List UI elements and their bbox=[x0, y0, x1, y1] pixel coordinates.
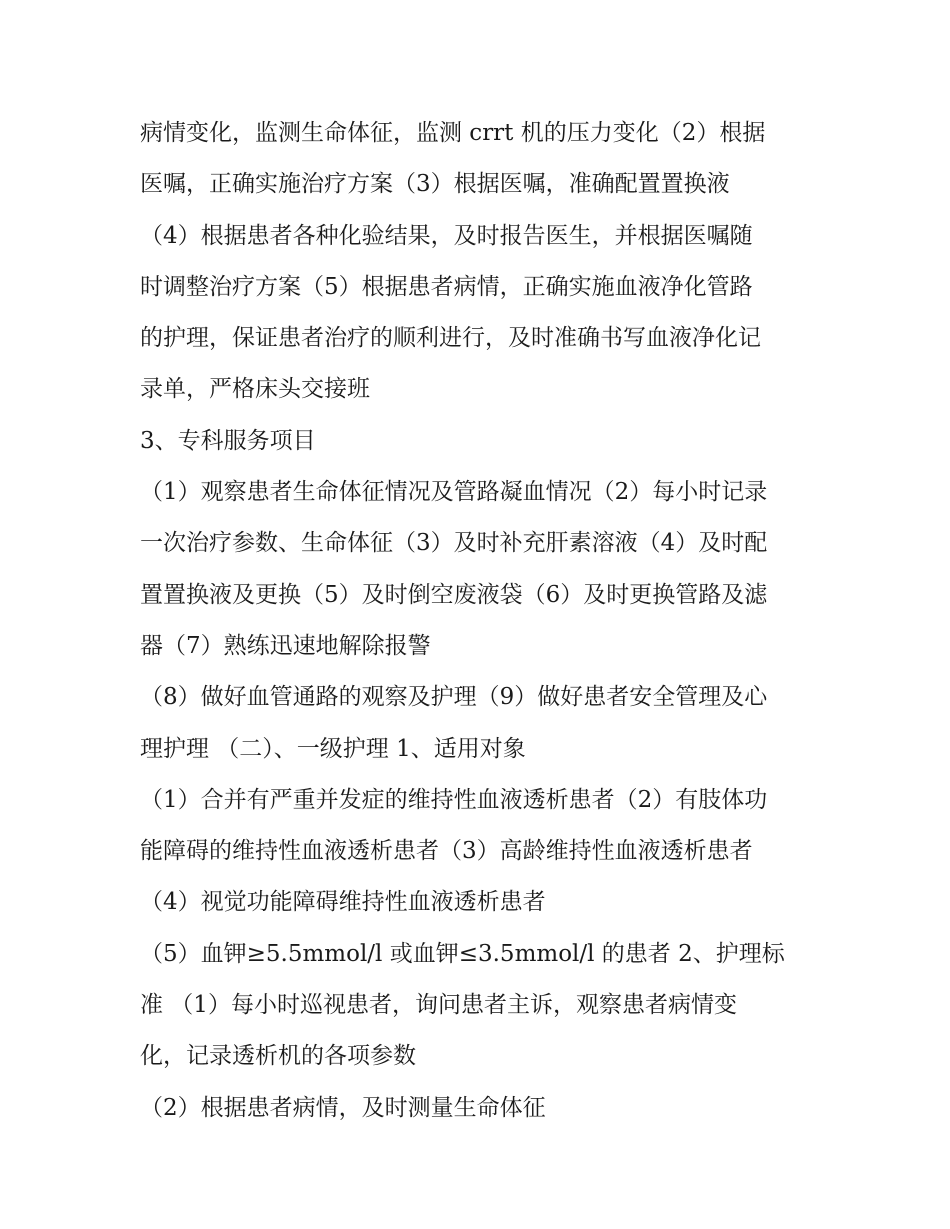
text-line: （8）做好血管通路的观察及护理（9）做好患者安全管理及心 bbox=[140, 684, 768, 711]
section-heading: 3、专科服务项目 bbox=[140, 427, 316, 454]
text-line: 准 （1）每小时巡视患者，询问患者主诉，观察患者病情变 bbox=[140, 992, 737, 1019]
text-line: 置置换液及更换（5）及时倒空废液袋（6）及时更换管路及滤 bbox=[140, 581, 768, 608]
text-line: 的护理，保证患者治疗的顺利进行，及时准确书写血液净化记 bbox=[140, 325, 761, 352]
text-line: 一次治疗参数、生命体征（3）及时补充肝素溶液（4）及时配 bbox=[140, 530, 768, 557]
text-line: （5）血钾≥5.5mmol/l 或血钾≤3.5mmol/l 的患者 2、护理标 bbox=[140, 940, 785, 967]
text-line: 理护理 （二）、一级护理 1、适用对象 bbox=[140, 735, 526, 762]
text-line: 能障碍的维持性血液透析患者（3）高龄维持性血液透析患者 bbox=[140, 838, 753, 865]
text-line: （1）观察患者生命体征情况及管路凝血情况（2）每小时记录 bbox=[140, 479, 768, 506]
text-line: 医嘱，正确实施治疗方案（3）根据医嘱，准确配置置换液 bbox=[140, 171, 730, 198]
text-line: 器（7）熟练迅速地解除报警 bbox=[140, 632, 431, 659]
body-text bbox=[140, 108, 820, 1134]
text-line: （4）视觉功能障碍维持性血液透析患者 bbox=[140, 889, 546, 916]
text-line: （2）根据患者病情，及时测量生命体征 bbox=[140, 1094, 546, 1121]
text-line: （4）根据患者各种化验结果，及时报告医生，并根据医嘱随 bbox=[140, 222, 753, 249]
text-line: 化，记录透析机的各项参数 bbox=[140, 1043, 416, 1070]
text-line: 病情变化，监测生命体征，监测 crrt 机的压力变化（2）根据 bbox=[140, 120, 766, 146]
text-line: 时调整治疗方案（5）根据患者病情，正确实施血液净化管路 bbox=[140, 273, 753, 300]
text-line: （1）合并有严重并发症的维持性血液透析患者（2）有肢体功 bbox=[140, 786, 768, 813]
text-line: 录单，严格床头交接班 bbox=[140, 376, 370, 403]
